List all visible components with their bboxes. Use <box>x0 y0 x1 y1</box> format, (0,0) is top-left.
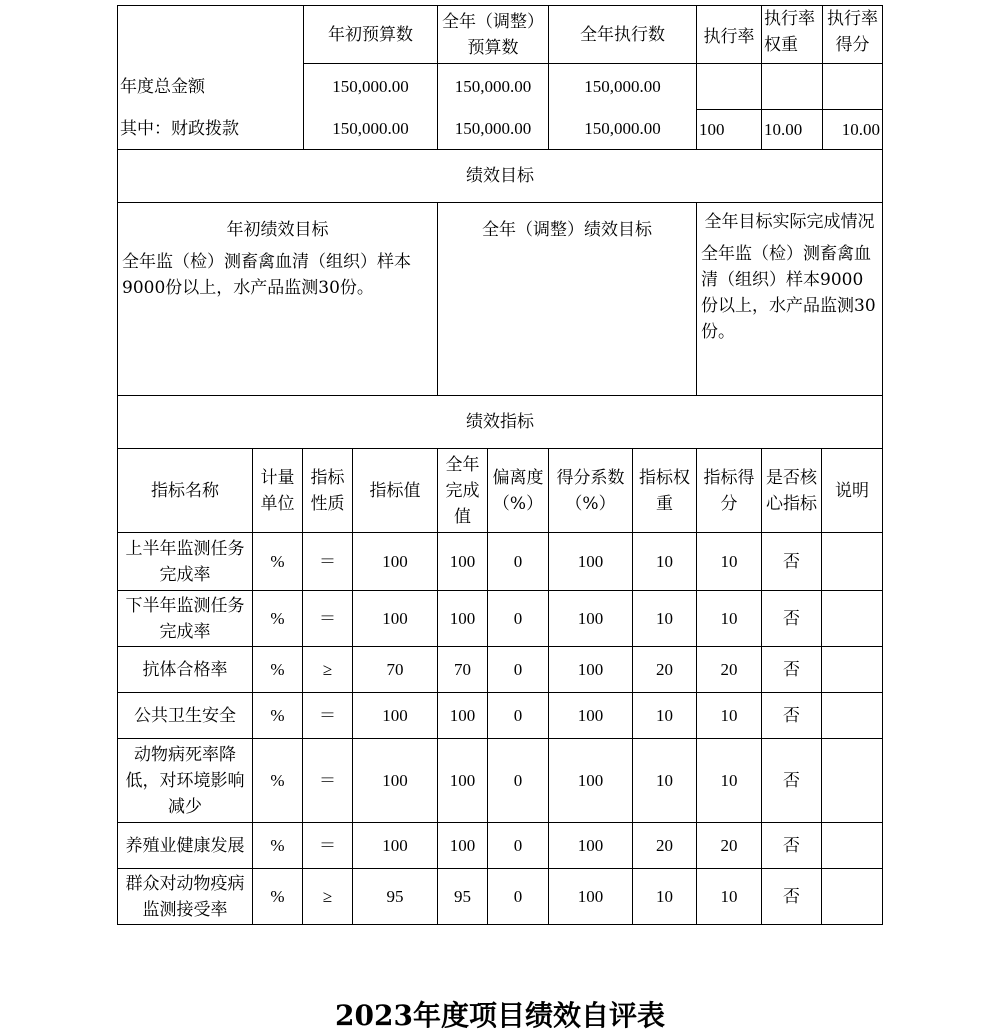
ind-cell-note <box>822 739 883 823</box>
budget-header-rate: 执行率 <box>697 6 762 64</box>
ind-cell-weight: 10 <box>633 533 697 591</box>
indicators-body <box>118 533 883 925</box>
ind-cell-core: 否 <box>762 739 822 823</box>
ind-cell-weight: 20 <box>633 823 697 869</box>
goal-initial-header: 年初绩效目标 <box>226 220 329 240</box>
ind-cell-deviation: 0 <box>488 869 549 925</box>
ind-cell-deviation: 0 <box>488 591 549 647</box>
budget-header-rate-score: 执行率得分 <box>823 6 883 64</box>
ind-cell-score: 10 <box>697 739 762 823</box>
ind-cell-core: 否 <box>762 533 822 591</box>
ind-cell-value: 100 <box>353 693 438 739</box>
ind-cell-nature: ≥ <box>303 647 353 693</box>
ind-cell-deviation: 0 <box>488 823 549 869</box>
ind-cell-nature: ＝ <box>303 739 353 823</box>
ind-cell-note <box>822 591 883 647</box>
ind-cell-weight: 10 <box>633 591 697 647</box>
ind-cell-coef: 100 <box>549 823 633 869</box>
budget-row-label: 其中：财政拨款 <box>118 110 304 150</box>
ind-cell-score: 20 <box>697 647 762 693</box>
budget-row-label: 年度总金额 <box>118 64 304 110</box>
report-title: 2023年度项目绩效自评表 <box>335 999 665 1032</box>
table-row <box>118 869 883 925</box>
goals-table <box>117 149 883 449</box>
budget-row-total <box>118 64 883 110</box>
ind-header-value: 指标值 <box>353 449 438 533</box>
ind-cell-coef: 100 <box>549 693 633 739</box>
ind-cell-unit: % <box>253 591 303 647</box>
budget-row-fiscal <box>118 110 883 150</box>
goal-actual-header: 全年目标实际完成情况 <box>704 212 875 232</box>
ind-cell-deviation: 0 <box>488 533 549 591</box>
ind-cell-name: 抗体合格率 <box>118 647 253 693</box>
budget-cell-weight: 10.00 <box>762 110 823 150</box>
ind-cell-done: 100 <box>438 739 488 823</box>
ind-cell-score: 10 <box>697 533 762 591</box>
ind-header-name: 指标名称 <box>118 449 253 533</box>
ind-cell-done: 70 <box>438 647 488 693</box>
ind-cell-coef: 100 <box>549 591 633 647</box>
table-row <box>118 533 883 591</box>
ind-cell-value: 70 <box>353 647 438 693</box>
ind-cell-note <box>822 823 883 869</box>
ind-cell-score: 10 <box>697 869 762 925</box>
table-row <box>118 823 883 869</box>
ind-cell-core: 否 <box>762 869 822 925</box>
ind-cell-name: 动物病死率降低，对环境影响减少 <box>118 739 253 823</box>
ind-cell-deviation: 0 <box>488 739 549 823</box>
goal-actual-cell <box>697 203 883 396</box>
ind-cell-unit: % <box>253 693 303 739</box>
ind-cell-name: 养殖业健康发展 <box>118 823 253 869</box>
ind-header-unit: 计量单位 <box>253 449 303 533</box>
budget-header-blank <box>118 6 304 64</box>
ind-cell-weight: 10 <box>633 693 697 739</box>
ind-cell-deviation: 0 <box>488 647 549 693</box>
report-page <box>117 5 882 925</box>
table-row <box>118 693 883 739</box>
budget-cell-weight <box>762 64 823 110</box>
budget-cell-rate: 100 <box>697 110 762 150</box>
budget-cell-adjusted: 150,000.00 <box>438 110 549 150</box>
ind-cell-core: 否 <box>762 591 822 647</box>
budget-cell-score <box>823 64 883 110</box>
budget-header-adjusted: 全年（调整）预算数 <box>438 6 549 64</box>
goal-actual-text: 全年监（检）测畜禽血清（组织）样本9000份以上，水产品监测30份。 <box>701 244 876 342</box>
ind-header-weight: 指标权重 <box>633 449 697 533</box>
ind-cell-done: 100 <box>438 533 488 591</box>
ind-header-done: 全年完成值 <box>438 449 488 533</box>
ind-cell-name: 下半年监测任务完成率 <box>118 591 253 647</box>
table-row <box>118 647 883 693</box>
budget-cell-executed: 150,000.00 <box>549 64 697 110</box>
ind-cell-score: 10 <box>697 693 762 739</box>
ind-cell-done: 95 <box>438 869 488 925</box>
ind-cell-note <box>822 533 883 591</box>
ind-header-core: 是否核心指标 <box>762 449 822 533</box>
ind-cell-name: 群众对动物疫病监测接受率 <box>118 869 253 925</box>
ind-cell-weight: 10 <box>633 739 697 823</box>
budget-header-rate-weight: 执行率权重 <box>762 6 823 64</box>
ind-cell-nature: ≥ <box>303 869 353 925</box>
ind-cell-value: 100 <box>353 591 438 647</box>
ind-cell-note <box>822 693 883 739</box>
budget-header-initial: 年初预算数 <box>304 6 438 64</box>
ind-cell-score: 10 <box>697 591 762 647</box>
ind-cell-coef: 100 <box>549 739 633 823</box>
ind-cell-unit: % <box>253 647 303 693</box>
ind-cell-coef: 100 <box>549 533 633 591</box>
ind-header-note: 说明 <box>822 449 883 533</box>
ind-header-score: 指标得分 <box>697 449 762 533</box>
goal-initial-text: 全年监（检）测畜禽血清（组织）样本9000份以上，水产品监测30份。 <box>122 252 411 298</box>
goal-initial-cell <box>118 203 438 396</box>
ind-cell-score: 20 <box>697 823 762 869</box>
ind-header-deviation: 偏离度（%） <box>488 449 549 533</box>
ind-cell-nature: ＝ <box>303 533 353 591</box>
ind-cell-value: 100 <box>353 739 438 823</box>
ind-header-coef: 得分系数（%） <box>549 449 633 533</box>
goal-adjusted-header: 全年（调整）绩效目标 <box>482 220 652 240</box>
ind-cell-value: 100 <box>353 823 438 869</box>
indicators-table <box>117 448 883 925</box>
ind-cell-nature: ＝ <box>303 693 353 739</box>
ind-cell-weight: 20 <box>633 647 697 693</box>
table-row <box>118 739 883 823</box>
ind-cell-name: 上半年监测任务完成率 <box>118 533 253 591</box>
goal-adjusted-cell <box>438 203 697 396</box>
ind-header-nature: 指标性质 <box>303 449 353 533</box>
ind-cell-done: 100 <box>438 693 488 739</box>
budget-header-executed: 全年执行数 <box>549 6 697 64</box>
budget-cell-initial: 150,000.00 <box>304 64 438 110</box>
ind-cell-nature: ＝ <box>303 591 353 647</box>
indicators-section-title: 绩效指标 <box>118 396 883 449</box>
ind-cell-core: 否 <box>762 823 822 869</box>
budget-cell-executed: 150,000.00 <box>549 110 697 150</box>
goals-section-title: 绩效目标 <box>118 150 883 203</box>
ind-cell-core: 否 <box>762 693 822 739</box>
ind-cell-nature: ＝ <box>303 823 353 869</box>
ind-cell-core: 否 <box>762 647 822 693</box>
ind-cell-unit: % <box>253 533 303 591</box>
budget-cell-rate <box>697 64 762 110</box>
ind-cell-unit: % <box>253 869 303 925</box>
budget-cell-initial: 150,000.00 <box>304 110 438 150</box>
ind-cell-name: 公共卫生安全 <box>118 693 253 739</box>
ind-cell-weight: 10 <box>633 869 697 925</box>
budget-cell-adjusted: 150,000.00 <box>438 64 549 110</box>
ind-cell-value: 100 <box>353 533 438 591</box>
ind-cell-unit: % <box>253 823 303 869</box>
ind-cell-coef: 100 <box>549 647 633 693</box>
budget-cell-score: 10.00 <box>823 110 883 150</box>
ind-cell-deviation: 0 <box>488 693 549 739</box>
ind-cell-done: 100 <box>438 591 488 647</box>
ind-cell-unit: % <box>253 739 303 823</box>
ind-cell-note <box>822 647 883 693</box>
ind-cell-done: 100 <box>438 823 488 869</box>
ind-cell-note <box>822 869 883 925</box>
indicators-header-row <box>118 449 883 533</box>
ind-cell-coef: 100 <box>549 869 633 925</box>
budget-table <box>117 5 883 150</box>
table-row <box>118 591 883 647</box>
ind-cell-value: 95 <box>353 869 438 925</box>
